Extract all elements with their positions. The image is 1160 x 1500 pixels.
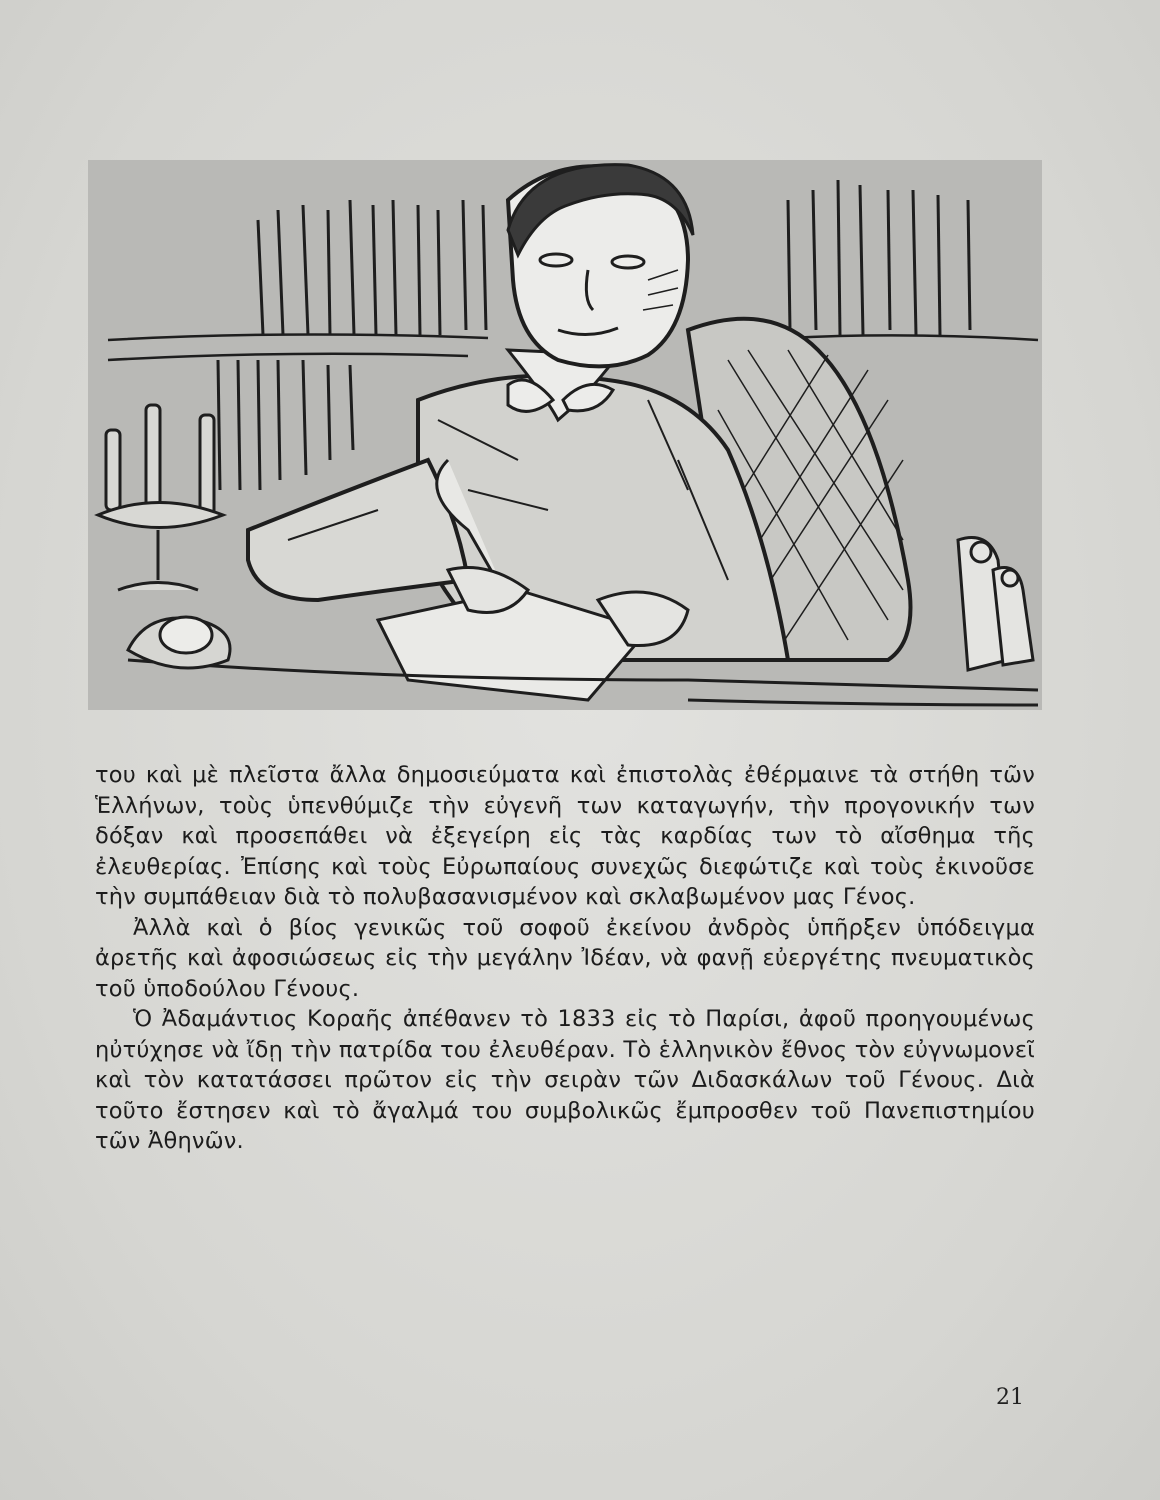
lower-shelf-lines [218,360,353,490]
candelabra [98,405,223,590]
scrolls [958,538,1033,671]
paragraph-1: του καὶ μὲ πλεῖστα ἄλλα δημοσιεύματα καὶ ἐπιστολὰς ἐθέρμαινε τὰ στήθη τῶν Ἑλλήνων, τοὺς ὑπενθύμιζε τὴν εὐγενῆ των καταγωγήν, τὴν προγονικήν των δόξαν καὶ προσεπάθει νὰ ἐξεγείρη εἰς τὰς καρδίας των τὸ αἴσθημα τῆς ἐλευθερίας. Ἐπίσης καὶ τοὺς Εὐρωπαίους συνεχῶς διεφώτιζε καὶ τοὺς ἐκινοῦσε τὴν συμπάθειαν διὰ τὸ πολυβασανισμένον καὶ σκλαβωμένον μας Γένος. [95,762,1035,910]
body-text [95,760,1035,1157]
portrait-illustration [88,160,1042,710]
engraving-svg [88,160,1042,710]
paragraph-2: Ἀλλὰ καὶ ὁ βίος γενικῶς τοῦ σοφοῦ ἐκείνου ἀνδρὸς ὑπῆρξεν ὑπόδειγμα ἀρετῆς καὶ ἀφοσιώσεως εἰς τὴν μεγάλην Ἰδέαν, νὰ φανῇ εὐεργέτης πνευματικὸς τοῦ ὑποδούλου Γένους. [95,914,1035,1002]
page-number: 21 [996,1385,1024,1410]
figure-head [508,165,693,367]
paragraph-3: Ὁ Ἀδαμάντιος Κοραῆς ἀπέθανεν τὸ 1833 εἰς τὸ Παρίσι, ἀφοῦ προηγουμένως ηὐτύχησε νὰ ἴδῃ τὴν πατρίδα του ἐλευθέραν. Τὸ ἑλληνικὸν ἔθνος τὸν εὐγνωμονεῖ καὶ τὸν κατατάσσει πρῶτον εἰς τὴν σειρὰν τῶν Διδασκάλων τοῦ Γένους. Διὰ τοῦτο ἔστησεν καὶ τὸ ἄγαλμά του συμβολικῶς ἔμπροσθεν τοῦ Πανεπιστημίου τῶν Ἀθηνῶν. [95,1006,1035,1154]
